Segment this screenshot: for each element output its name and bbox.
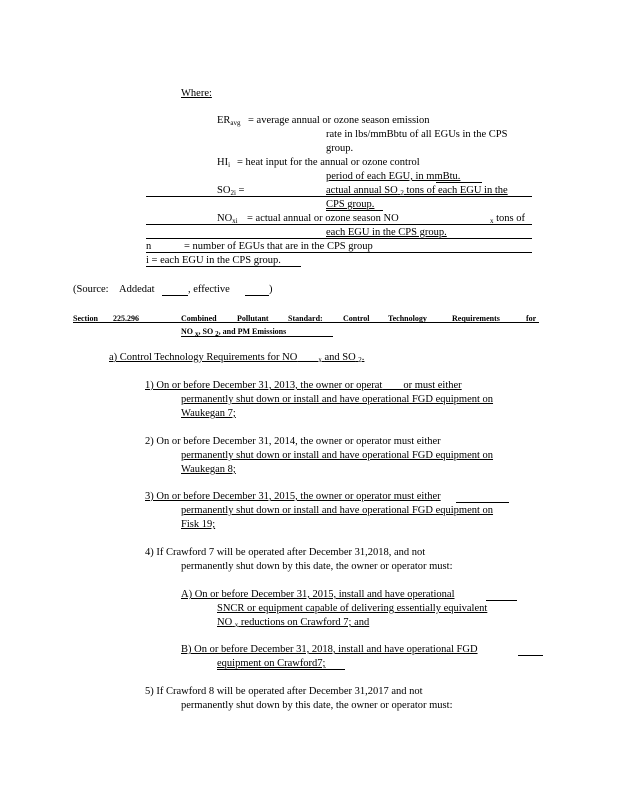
item-1-line3: Waukegan 7; — [181, 408, 236, 419]
item-a-line1: A) On or before December 31, 2015, install and have operational — [181, 589, 455, 600]
source-effective: , effective — [188, 284, 230, 295]
source-effective-blank — [245, 295, 269, 296]
nox-definition-tail: x tons of — [490, 213, 525, 225]
nox-symbol: NOxi — [217, 213, 238, 225]
item-5-line1: 5) If Crawford 8 will be operated after December 31,2017 and not — [145, 686, 423, 697]
section-title-word-2: Pollutant — [237, 314, 269, 323]
nox-rule-2 — [146, 238, 532, 239]
item-a-rule-1 — [486, 600, 517, 601]
item-2-line3: Waukegan 8; — [181, 464, 236, 475]
item-3-line2: permanently shut down or install and have operational FGD equipment on — [181, 505, 494, 516]
item-3-rule — [456, 502, 509, 503]
item-1-line1: 1) On or before December 31, 2013, the owner or operat or must either — [145, 380, 462, 391]
i-rule — [146, 266, 301, 267]
item-1-line2: permanently shut down or install and have operational FGD equipment on — [181, 394, 494, 405]
item-4-line2: permanently shut down by this date, the owner or operator must: — [181, 561, 453, 572]
section-rule-2 — [181, 336, 333, 337]
item-5-line2: permanently shut down by this date, the owner or operator must: — [181, 700, 453, 711]
section-title-line2: NO x, SO 2, and PM Emissions — [181, 327, 287, 338]
source-added: Addedat — [119, 284, 155, 295]
subsection-a-heading: a) Control Technology Requirements for NO x and SO 2. — [109, 352, 365, 364]
n-rule — [146, 252, 532, 253]
where-label: Where: — [181, 88, 212, 99]
er-avg-definition-line2: rate in lbs/mmBbtu of all EGUs in the CPS — [326, 129, 508, 140]
so2-symbol: SO2i = — [217, 185, 245, 197]
section-rule-1 — [73, 322, 539, 323]
item-2-line1: 2) On or before December 31, 2014, the owner or operator must either — [145, 436, 441, 447]
er-avg-definition-line3: group. — [326, 143, 354, 154]
item-3-line3: Fisk 19; — [181, 519, 216, 530]
item-2-line2: permanently shut down or install and have operational FGD equipment on — [181, 450, 494, 461]
source-label: (Source: — [73, 284, 109, 295]
section-title-word-5: Technology — [388, 314, 427, 323]
hi-symbol: HIi — [217, 157, 231, 169]
nox-definition-line1: = actual annual or ozone season NO — [247, 213, 399, 224]
so2-rule-1 — [146, 196, 532, 197]
section-title-word-3: Standard: — [288, 314, 323, 323]
hi-definition-line2: period of each EGU, in mmBtu. — [326, 171, 461, 182]
er-avg-definition-line1: = average annual or ozone season emission — [248, 115, 430, 126]
item-b-rule-2 — [217, 669, 345, 670]
hi-rule — [436, 182, 482, 183]
nox-definition-line2: each EGU in the CPS group. — [326, 227, 447, 238]
item-b-rule — [518, 655, 543, 656]
i-definition: i = each EGU in the CPS group. — [146, 255, 281, 266]
hi-definition-line1: = heat input for the annual or ozone control — [237, 157, 420, 168]
item-b-line1: B) On or before December 31, 2018, install and have operational FGD — [181, 644, 478, 655]
item-a-line3: NO x reductions on Crawford 7; and — [217, 617, 370, 629]
so2-definition-line2: CPS group. — [326, 199, 375, 210]
item-4-line1: 4) If Crawford 7 will be operated after December 31,2018, and not — [145, 547, 426, 558]
n-symbol: n — [146, 241, 152, 252]
section-title-word-6: Requirements — [452, 314, 500, 323]
section-number: 225.296 — [113, 314, 139, 323]
section-title-word-1: Combined — [181, 314, 217, 323]
item-a-line2: SNCR or equipment capable of delivering essentially equivalent — [217, 603, 488, 614]
section-title-word-4: Control — [343, 314, 370, 323]
section-label: Section — [73, 314, 98, 323]
item-3-line1: 3) On or before December 31, 2015, the owner or operator must either — [145, 491, 441, 502]
item-b-line2: equipment on Crawford7; — [217, 658, 326, 669]
nox-rule-1 — [146, 224, 532, 225]
so2-rule-2 — [326, 210, 383, 211]
n-definition: = number of EGUs that are in the CPS group — [184, 241, 373, 252]
section-title-word-7: for — [526, 314, 537, 323]
er-avg-symbol: ERavg — [217, 115, 241, 127]
so2-definition-line1: actual annual SO 2 tons of each EGU in the — [326, 185, 508, 197]
source-added-blank — [162, 295, 188, 296]
source-close: ) — [269, 284, 273, 295]
